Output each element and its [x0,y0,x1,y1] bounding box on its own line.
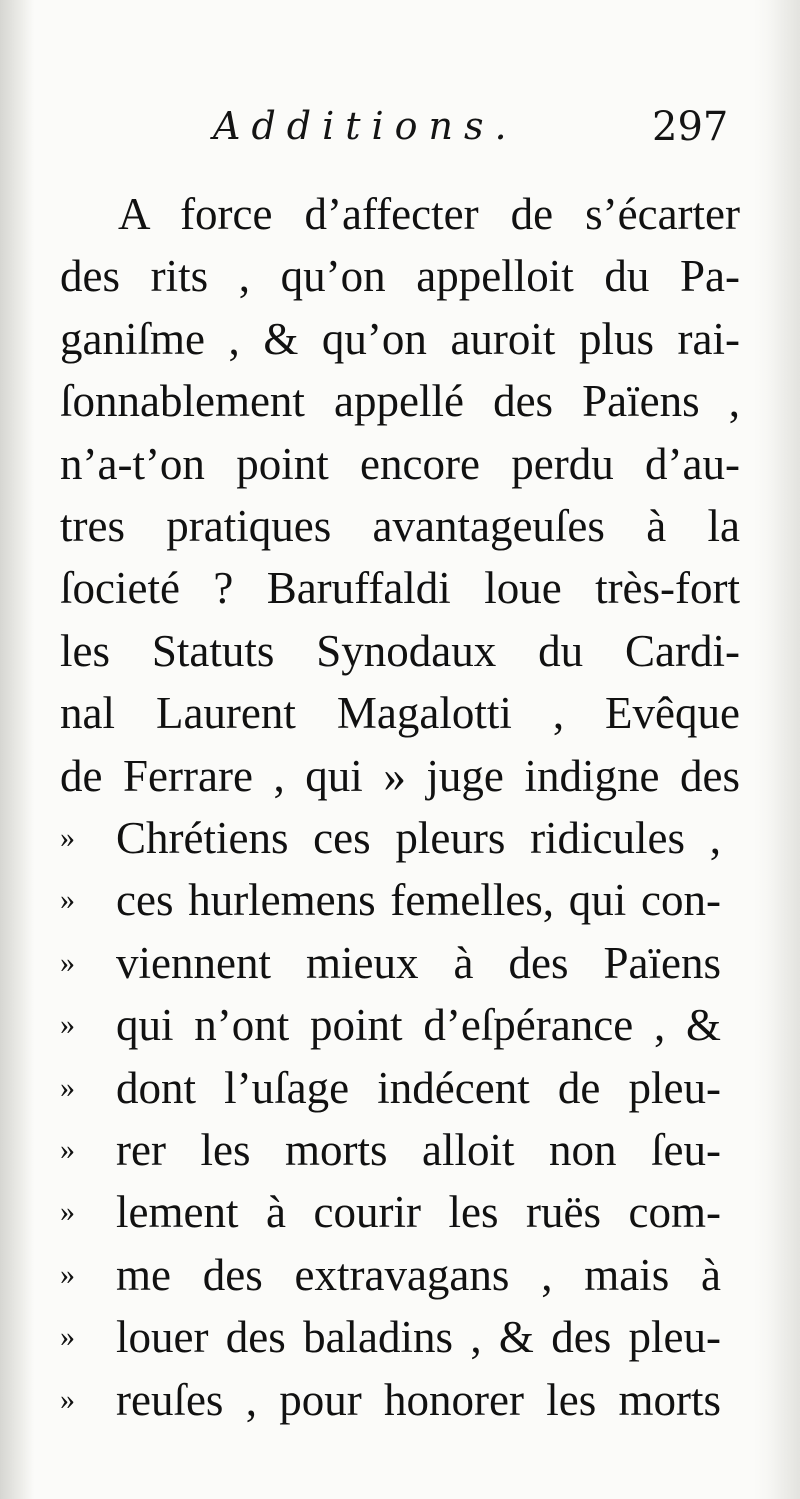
text-line: louer des baladins , & des pleu- [116,1312,721,1363]
quote-mark: » [60,1382,75,1416]
text-line: Chrétiens ces pleurs ridicules , [116,813,721,863]
text-line: A force d’affecter de s’écarter [118,189,740,239]
text-line: rer les morts alloit non ſeu- [116,1125,721,1175]
text-line: des rits , qu’on appelloit du Pa- [60,251,740,302]
running-title: Additions. [213,104,518,148]
text-line: nal Laurent Magalotti , Evêque [60,688,740,739]
text-line: reuſes , pour honorer les morts [116,1374,721,1425]
quote-mark: » [60,1320,75,1354]
page-header [0,104,800,164]
page-gutter-shadow [0,0,34,1499]
text-line: les Statuts Synodaux du Cardi- [60,625,740,676]
text-line: ſocieté ? Baruffaldi loue très-fort [60,563,740,614]
page-edge-shadow [754,0,800,1499]
quote-mark: » [60,1070,75,1104]
text-line: tres pratiques avantageuſes à la [60,501,740,551]
quote-mark: » [60,945,75,979]
quote-mark: » [60,1008,75,1042]
text-line: viennent mieux à des Païens [116,937,721,988]
text-line: me des extravagans , mais à [116,1249,721,1300]
text-line: qui n’ont point d’eſpérance , & [116,1000,721,1051]
quote-mark: » [60,883,75,917]
text-line: dont l’uſage indécent de pleu- [116,1062,721,1113]
text-line: lement à courir les ruës com- [116,1187,721,1238]
quote-mark: » [60,821,75,854]
text-line: ces hurlemens femelles, qui con- [116,875,721,926]
quote-mark: » [60,1133,75,1166]
text-line: de Ferrare , qui » juge indigne des [60,750,740,801]
text-line: n’a-t’on point encore perdu d’au- [60,438,740,489]
quote-mark: » [60,1257,75,1291]
text-line: ſonnablement appellé des Païens , [60,376,740,427]
text-line: ganiſme , & qu’on auroit plus rai- [60,313,740,364]
page-number: 297 [652,104,729,150]
quote-mark: » [60,1195,75,1229]
